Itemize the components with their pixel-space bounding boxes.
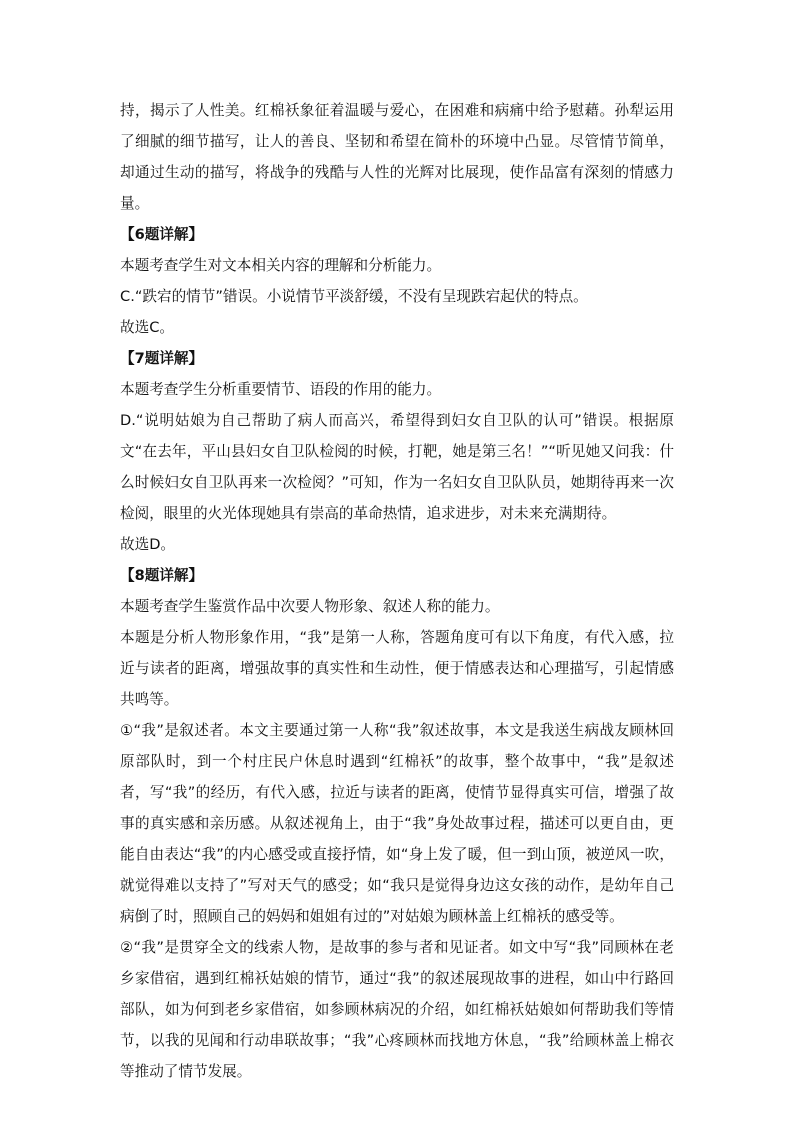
paragraph-q7-analysis: D.“说明姑娘为自己帮助了病人而高兴，希望得到妇女自卫队的认可”错误。根据原文“在去年，平山县妇女自卫队检阅的时候，打靶，她是第三名！”“听见她又问我：什么时候妇女自卫队再来一次检阅？”可知，作为一名妇女自卫队队员，她期待再来一次检阅，眼里的火光体现她具有崇高的革命热情，追求进步，对未来充满期待。 [120, 412, 674, 522]
paragraph-q6-answer: 故选C。 [120, 319, 174, 336]
paragraph-q6-intro: 本题考查学生对文本相关内容的理解和分析能力。 [120, 257, 442, 274]
paragraph-q7-intro: 本题考查学生分析重要情节、语段的作用的能力。 [120, 381, 442, 398]
heading-q6: 【6题详解】 [120, 226, 204, 243]
paragraph-q8-point-1: ①“我”是叙述者。本文主要通过第一人称“我”叙述故事，本文是我送生病战友顾林回原部队时，到一个村庄民户休息时遇到“红棉袄”的故事，整个故事中，“我”是叙述者，写“我”的经历，有代入感，拉近与读者的距离，使情节显得真实可信，增强了故事的真实感和亲历感。从叙述视角上，由于“我”身处故事过程，描述可以更自由，更能自由表达“我”的内心感受或直接抒情，如“身上发了暖，但一到山顶，被逆风一吹，就觉得难以支持了”写对天气的感受；如“我只是觉得身边这女孩的动作，是幼年自己病倒了时，照顾自己的妈妈和姐姐有过的”对姑娘为顾林盖上红棉袄的感受等。 [120, 722, 674, 925]
heading-q8: 【8题详解】 [120, 567, 204, 584]
paragraph-q8-intro: 本题考查学生鉴赏作品中次要人物形象、叙述人称的能力。 [120, 598, 500, 615]
heading-q7: 【7题详解】 [120, 350, 204, 367]
paragraph-q7-answer: 故选D。 [120, 536, 176, 553]
paragraph-q8-approach: 本题是分析人物形象作用，“我”是第一人称，答题角度可有以下角度，有代入感，拉近与读者的距离，增强故事的真实性和生动性，便于情感表达和心理描写，引起情感共鸣等。 [120, 629, 674, 708]
paragraph-q8-point-2: ②“我”是贯穿全文的线索人物，是故事的参与者和见证者。如文中写“我”同顾林在老乡家借宿，遇到红棉袄姑娘的情节，通过“我”的叙述展现故事的进程，如山中行路回部队，如为何到老乡家借宿，如参顾林病况的介绍，如红棉袄姑娘如何帮助我们等情节，以我的见闻和行动串联故事；“我”心疼顾林而找地方休息，“我”给顾林盖上棉衣等推动了情节发展。 [120, 939, 674, 1080]
paragraph-q6-analysis: C.“跌宕的情节”错误。小说情节平淡舒缓，不没有呈现跌宕起伏的特点。 [120, 288, 588, 305]
paragraph-summary: 持，揭示了人性美。红棉袄象征着温暖与爱心，在困难和病痛中给予慰藉。孙犁运用了细腻的细节描写，让人的善良、坚韧和希望在简朴的环境中凸显。尽管情节简单，却通过生动的描写，将战争的残酷与人性的光辉对比展现，使作品富有深刻的情感力量。 [120, 102, 674, 212]
